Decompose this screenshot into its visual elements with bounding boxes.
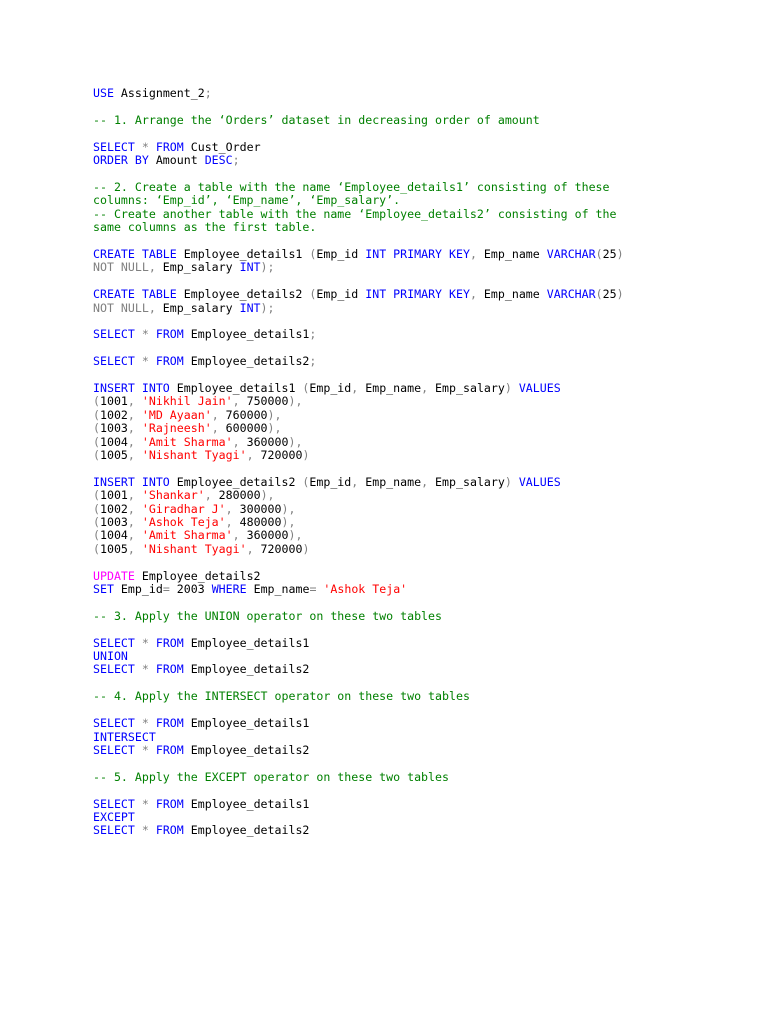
operator: ( xyxy=(93,515,100,529)
operator: , xyxy=(232,394,240,409)
code-text: Employee_details1 xyxy=(183,796,310,811)
code-line xyxy=(93,194,713,207)
blank-line xyxy=(93,623,713,636)
code-line xyxy=(93,141,713,154)
operator: * xyxy=(134,716,156,731)
code-text: 1003 xyxy=(99,421,128,436)
blank-line xyxy=(93,275,713,288)
operator: , xyxy=(421,474,429,489)
code-line xyxy=(93,248,713,261)
operator: , xyxy=(211,407,219,422)
operator: , xyxy=(225,501,233,516)
code-line xyxy=(93,302,713,315)
operator: ) xyxy=(504,380,512,395)
code-text: Emp_name xyxy=(358,474,422,489)
code-line xyxy=(93,181,713,194)
comment: columns: ‘Emp_id’, ‘Emp_name’, ‘Emp_salary’. xyxy=(93,193,401,208)
operator: * xyxy=(134,796,156,811)
code-text: Employee_details2 xyxy=(183,742,310,757)
operator: , xyxy=(127,515,142,529)
code-line xyxy=(93,422,713,435)
code-line xyxy=(93,355,713,368)
code-line xyxy=(93,449,713,462)
operator: * xyxy=(134,823,156,838)
string-literal: 'Nikhil Jain' xyxy=(141,394,233,409)
code-text: Employee_details2 xyxy=(183,823,310,838)
code-text xyxy=(512,475,519,489)
code-text: Employee_details1 xyxy=(169,380,303,395)
operator: * xyxy=(134,139,156,154)
operator: ; xyxy=(309,327,317,342)
blank-line xyxy=(93,704,713,717)
code-text: 1001 xyxy=(99,488,128,503)
operator: ), xyxy=(267,421,282,436)
operator: ) xyxy=(616,287,624,302)
string-literal: 'Giradhar J' xyxy=(141,501,226,516)
keyword: ORDER BY xyxy=(93,153,149,168)
code-line xyxy=(93,516,713,529)
keyword: EXCEPT xyxy=(93,809,135,824)
string-literal: 'Ashok Teja' xyxy=(141,515,226,529)
string-literal: 'Rajneesh' xyxy=(141,421,212,436)
keyword: INSERT INTO xyxy=(93,380,170,395)
code-line xyxy=(93,798,713,811)
operator: , xyxy=(127,501,142,516)
code-line xyxy=(93,87,713,100)
blank-line xyxy=(93,342,713,355)
keyword: FROM xyxy=(155,139,184,154)
operator: ( xyxy=(93,488,100,503)
code-text: Emp_id xyxy=(316,287,366,302)
operator: ) xyxy=(302,541,310,556)
keyword: INTERSECT xyxy=(93,729,156,744)
code-text: Emp_salary xyxy=(155,260,240,275)
operator: * xyxy=(134,742,156,757)
operator: ( xyxy=(309,287,317,302)
code-text: 25 xyxy=(602,246,617,261)
keyword: VALUES xyxy=(518,380,561,395)
code-text: 280000 xyxy=(211,488,261,503)
keyword: SELECT xyxy=(93,662,135,677)
code-line xyxy=(93,395,713,408)
comment: -- 2. Create a table with the name ‘Employee_details1’ consisting of these xyxy=(93,179,610,194)
code-line xyxy=(93,583,713,596)
code-line xyxy=(93,208,713,221)
code-text: Amount xyxy=(148,153,205,168)
code-text: Emp_name xyxy=(358,380,422,395)
code-text: 1003 xyxy=(99,515,128,529)
string-literal: 'Amit Sharma' xyxy=(141,434,233,449)
keyword: CREATE TABLE xyxy=(93,287,177,302)
operator: , xyxy=(204,488,212,503)
code-text: Employee_details1 xyxy=(176,246,310,261)
operator: ( xyxy=(595,246,603,261)
code-text: Employee_details2 xyxy=(183,354,310,369)
code-text: Emp_name xyxy=(246,582,310,597)
keyword: INSERT INTO xyxy=(93,474,170,489)
code-line xyxy=(93,717,713,730)
code-line xyxy=(93,690,713,703)
keyword: VARCHAR xyxy=(546,246,596,261)
keyword: FROM xyxy=(155,635,184,650)
operator: ( xyxy=(93,421,100,436)
code-text: 720000 xyxy=(253,541,303,556)
code-text: 1002 xyxy=(99,501,128,516)
code-line xyxy=(93,529,713,542)
code-text: Employee_details1 xyxy=(183,327,310,342)
function-keyword: UPDATE xyxy=(93,568,135,583)
operator: ; xyxy=(232,153,240,168)
keyword: USE xyxy=(93,86,114,100)
code-line xyxy=(93,543,713,556)
operator: ) xyxy=(504,474,512,489)
code-text: Emp_id xyxy=(113,582,163,597)
code-line xyxy=(93,221,713,234)
code-line xyxy=(93,328,713,341)
code-text: 1004 xyxy=(99,434,128,449)
comment: -- 3. Apply the UNION operator on these two tables xyxy=(93,608,443,623)
operator: , xyxy=(127,447,142,462)
code-text: 300000 xyxy=(232,501,282,516)
operator: , xyxy=(211,421,219,436)
code-text: 360000 xyxy=(239,528,289,543)
code-line xyxy=(93,409,713,422)
operator: ); xyxy=(260,260,275,275)
code-text: Employee_details2 xyxy=(134,568,261,583)
operator: ( xyxy=(302,474,310,489)
comment: -- Create another table with the name ‘Employee_details2’ consisting of the xyxy=(93,206,617,221)
code-text: 480000 xyxy=(232,515,282,529)
blank-line xyxy=(93,315,713,328)
keyword: INT xyxy=(239,260,261,275)
operator: , xyxy=(469,287,477,302)
operator: , xyxy=(127,421,142,436)
keyword: FROM xyxy=(155,662,184,677)
operator: ( xyxy=(93,394,100,409)
comment: -- 5. Apply the EXCEPT operator on these two tables xyxy=(93,769,449,784)
code-line xyxy=(93,610,713,623)
operator: NOT NULL, xyxy=(93,300,156,315)
operator: NOT NULL, xyxy=(93,260,156,275)
blank-line xyxy=(93,100,713,113)
operator: ( xyxy=(93,528,100,543)
code-line xyxy=(93,650,713,663)
code-text: Emp_salary xyxy=(428,380,505,395)
operator: ( xyxy=(93,447,100,462)
operator: * xyxy=(134,635,156,650)
code-line xyxy=(93,476,713,489)
operator: , xyxy=(246,447,254,462)
keyword: FROM xyxy=(155,823,184,838)
code-text: 25 xyxy=(602,287,617,302)
keyword: SELECT xyxy=(93,327,135,342)
code-line xyxy=(93,114,713,127)
operator: ( xyxy=(93,501,100,516)
keyword: FROM xyxy=(155,327,184,342)
code-line xyxy=(93,489,713,502)
code-text: 600000 xyxy=(218,421,268,436)
code-text: 750000 xyxy=(239,394,289,409)
code-text: Emp_id xyxy=(316,246,366,261)
operator: ( xyxy=(309,246,317,261)
string-literal: 'Nishant Tyagi' xyxy=(141,541,247,556)
operator: , xyxy=(127,541,142,556)
code-text xyxy=(512,381,519,395)
code-text: 1005 xyxy=(99,447,128,462)
operator: , xyxy=(421,380,429,395)
blank-line xyxy=(93,556,713,569)
code-text: Employee_details2 xyxy=(169,474,303,489)
keyword: FROM xyxy=(155,716,184,731)
string-literal: 'Nishant Tyagi' xyxy=(141,447,247,462)
operator: ( xyxy=(93,407,100,422)
keyword: VARCHAR xyxy=(546,287,596,302)
blank-line xyxy=(93,369,713,382)
blank-line xyxy=(93,784,713,797)
code-text: Emp_salary xyxy=(155,300,240,315)
code-line xyxy=(93,570,713,583)
keyword: INT xyxy=(239,300,261,315)
keyword: CREATE TABLE xyxy=(93,246,177,261)
code-line xyxy=(93,771,713,784)
keyword: SELECT xyxy=(93,354,135,369)
code-text: 2003 xyxy=(169,582,212,597)
keyword: SELECT xyxy=(93,742,135,757)
keyword: SELECT xyxy=(93,823,135,838)
operator: ), xyxy=(288,434,303,449)
comment: -- 1. Arrange the ‘Orders’ dataset in decreasing order of amount xyxy=(93,112,540,127)
code-text: Emp_id xyxy=(309,380,352,395)
keyword: FROM xyxy=(155,796,184,811)
string-literal: 'Ashok Teja' xyxy=(323,582,408,597)
operator: , xyxy=(127,528,142,543)
operator: ), xyxy=(288,394,303,409)
string-literal: 'Amit Sharma' xyxy=(141,528,233,543)
code-text: 360000 xyxy=(239,434,289,449)
operator: ); xyxy=(260,300,275,315)
code-line xyxy=(93,288,713,301)
blank-line xyxy=(93,167,713,180)
code-text: Employee_details1 xyxy=(183,716,310,731)
blank-line xyxy=(93,462,713,475)
operator: , xyxy=(127,407,142,422)
operator: * xyxy=(134,327,156,342)
keyword: SELECT xyxy=(93,635,135,650)
keyword: VALUES xyxy=(518,474,561,489)
code-line xyxy=(93,503,713,516)
keyword: SELECT xyxy=(93,796,135,811)
keyword: INT PRIMARY KEY xyxy=(365,246,470,261)
keyword: SELECT xyxy=(93,139,135,154)
code-line xyxy=(93,382,713,395)
keyword: DESC xyxy=(204,153,233,168)
code-text: Emp_name xyxy=(476,287,547,302)
string-literal: 'MD Ayaan' xyxy=(141,407,212,422)
code-text: 1004 xyxy=(99,528,128,543)
blank-line xyxy=(93,596,713,609)
keyword: WHERE xyxy=(211,582,247,597)
code-line xyxy=(93,154,713,167)
operator: , xyxy=(225,515,233,529)
code-text: Employee_details2 xyxy=(183,662,310,677)
sql-code-block xyxy=(93,87,713,838)
operator: ) xyxy=(302,447,310,462)
code-text: Emp_salary xyxy=(428,474,505,489)
code-text: 1001 xyxy=(99,394,128,409)
comment: same columns as the first table. xyxy=(93,220,317,235)
code-line xyxy=(93,731,713,744)
keyword: SELECT xyxy=(93,716,135,731)
code-line xyxy=(93,744,713,757)
blank-line xyxy=(93,234,713,247)
operator: , xyxy=(246,541,254,556)
code-text: Assignment_2 xyxy=(113,86,205,100)
operator: = xyxy=(309,582,324,597)
blank-line xyxy=(93,757,713,770)
code-line xyxy=(93,811,713,824)
code-line xyxy=(93,436,713,449)
code-text: Cust_Order xyxy=(183,139,261,154)
operator: ; xyxy=(204,86,212,100)
operator: , xyxy=(127,394,142,409)
operator: , xyxy=(351,474,359,489)
keyword: FROM xyxy=(155,354,184,369)
operator: ( xyxy=(595,287,603,302)
blank-line xyxy=(93,677,713,690)
code-text: Employee_details2 xyxy=(176,287,310,302)
operator: ), xyxy=(260,488,275,503)
operator: , xyxy=(127,434,142,449)
operator: , xyxy=(232,528,240,543)
code-text: 720000 xyxy=(253,447,303,462)
operator: , xyxy=(351,380,359,395)
operator: ; xyxy=(309,354,317,369)
operator: * xyxy=(134,354,156,369)
operator: , xyxy=(127,488,142,503)
code-text: 1005 xyxy=(99,541,128,556)
code-line xyxy=(93,824,713,837)
code-text: 1002 xyxy=(99,407,128,422)
code-line xyxy=(93,663,713,676)
operator: , xyxy=(469,246,477,261)
keyword: INT PRIMARY KEY xyxy=(365,287,470,302)
operator: ), xyxy=(288,528,303,543)
operator: ( xyxy=(93,434,100,449)
string-literal: 'Shankar' xyxy=(141,488,205,503)
operator: ), xyxy=(281,515,296,529)
operator: ) xyxy=(616,246,624,261)
code-line xyxy=(93,261,713,274)
code-line xyxy=(93,637,713,650)
comment: -- 4. Apply the INTERSECT operator on these two tables xyxy=(93,689,470,704)
keyword: FROM xyxy=(155,742,184,757)
code-text: Employee_details1 xyxy=(183,635,310,650)
operator: ( xyxy=(302,380,310,395)
code-text: Emp_name xyxy=(476,246,547,261)
operator: * xyxy=(134,662,156,677)
code-text: Emp_id xyxy=(309,474,352,489)
keyword: SET xyxy=(93,582,114,597)
operator: , xyxy=(232,434,240,449)
keyword: UNION xyxy=(93,649,128,664)
blank-line xyxy=(93,127,713,140)
code-text: 760000 xyxy=(218,407,268,422)
operator: ( xyxy=(93,541,100,556)
operator: ), xyxy=(267,407,282,422)
operator: ), xyxy=(281,501,296,516)
operator: = xyxy=(162,582,170,597)
